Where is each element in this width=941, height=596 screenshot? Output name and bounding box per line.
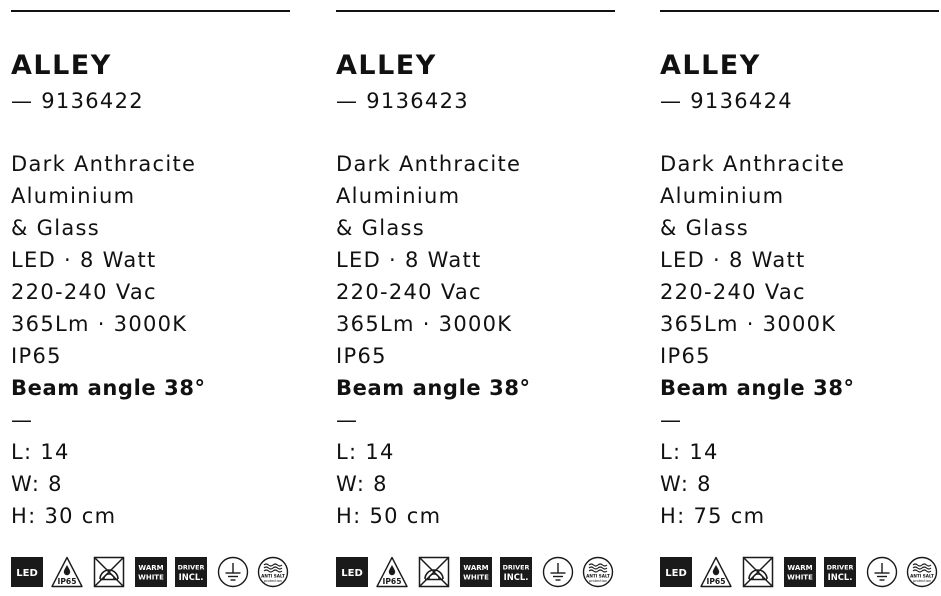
svg-text:protection: protection: [263, 579, 283, 583]
ip65-waterproof-icon: [51, 556, 83, 588]
anti-salt-protection-icon: [257, 556, 289, 588]
svg-text:DRIVER: DRIVER: [177, 563, 205, 572]
svg-text:INCL.: INCL.: [827, 572, 853, 582]
certification-icons: [336, 556, 626, 588]
led-icon: [336, 556, 368, 588]
svg-text:protection: protection: [588, 579, 608, 583]
spec-beam: Beam angle 38°: [336, 376, 531, 400]
svg-text:IP65: IP65: [57, 577, 77, 586]
anti-salt-protection-icon: [906, 556, 938, 588]
svg-text:WARM: WARM: [787, 564, 813, 572]
top-divider: [336, 10, 615, 12]
driver-included-icon: [500, 556, 532, 588]
product-code: — 9136423: [336, 89, 469, 113]
dim-length: L: 14: [11, 440, 70, 464]
svg-text:ANTI SALT: ANTI SALT: [261, 573, 285, 579]
spec-material-2: & Glass: [11, 216, 101, 240]
dim-width: W: 8: [11, 472, 63, 496]
spec-separator: —: [336, 408, 359, 432]
spec-material-2: & Glass: [336, 216, 426, 240]
top-divider: [11, 10, 290, 12]
spec-list: [660, 148, 855, 532]
ip65-waterproof-icon: [700, 556, 732, 588]
spec-ip: IP65: [336, 344, 387, 368]
spec-material: Aluminium: [336, 184, 461, 208]
earth-ground-icon: [866, 556, 898, 588]
spec-color: Dark Anthracite: [336, 152, 522, 176]
svg-text:WHITE: WHITE: [463, 573, 489, 582]
warm-white-icon: [784, 556, 816, 588]
svg-text:INCL.: INCL.: [178, 572, 204, 582]
no-cover-insulation-icon: [418, 556, 450, 588]
spec-voltage: 220-240 Vac: [336, 280, 482, 304]
spec-color: Dark Anthracite: [660, 152, 846, 176]
ip65-waterproof-icon: [376, 556, 408, 588]
svg-text:LED: LED: [665, 568, 687, 579]
svg-text:DRIVER: DRIVER: [502, 563, 530, 572]
spec-voltage: 220-240 Vac: [660, 280, 806, 304]
spec-beam: Beam angle 38°: [11, 376, 206, 400]
svg-text:IP65: IP65: [706, 577, 726, 586]
spec-lumen: 365Lm · 3000K: [336, 312, 513, 336]
product-column-2: [336, 0, 616, 596]
top-divider: [660, 10, 939, 12]
earth-ground-icon: [542, 556, 574, 588]
anti-salt-protection-icon: [582, 556, 614, 588]
dim-height: H: 30 cm: [11, 504, 117, 528]
certification-icons: [11, 556, 301, 588]
svg-text:INCL.: INCL.: [503, 572, 529, 582]
product-name: ALLEY: [11, 50, 112, 81]
no-cover-insulation-icon: [742, 556, 774, 588]
led-icon: [660, 556, 692, 588]
svg-text:WARM: WARM: [463, 564, 489, 572]
warm-white-icon: [460, 556, 492, 588]
warm-white-icon: [135, 556, 167, 588]
svg-text:WHITE: WHITE: [138, 573, 164, 582]
product-column-1: [11, 0, 291, 596]
no-cover-insulation-icon: [93, 556, 125, 588]
spec-color: Dark Anthracite: [11, 152, 197, 176]
spec-power: LED · 8 Watt: [660, 248, 806, 272]
svg-text:WHITE: WHITE: [787, 573, 813, 582]
spec-material-2: & Glass: [660, 216, 750, 240]
dim-height: H: 50 cm: [336, 504, 442, 528]
spec-list: [11, 148, 206, 532]
svg-text:LED: LED: [341, 568, 363, 579]
spec-beam: Beam angle 38°: [660, 376, 855, 400]
product-name: ALLEY: [660, 50, 761, 81]
earth-ground-icon: [217, 556, 249, 588]
product-code: — 9136424: [660, 89, 793, 113]
spec-power: LED · 8 Watt: [336, 248, 482, 272]
dim-width: W: 8: [336, 472, 388, 496]
led-icon: [11, 556, 43, 588]
driver-included-icon: [175, 556, 207, 588]
svg-text:protection: protection: [912, 579, 932, 583]
product-column-3: [660, 0, 940, 596]
dim-width: W: 8: [660, 472, 712, 496]
dim-height: H: 75 cm: [660, 504, 766, 528]
spec-material: Aluminium: [11, 184, 136, 208]
dim-length: L: 14: [660, 440, 719, 464]
product-code: — 9136422: [11, 89, 144, 113]
driver-included-icon: [824, 556, 856, 588]
svg-text:ANTI SALT: ANTI SALT: [586, 573, 610, 579]
spec-separator: —: [660, 408, 683, 432]
spec-power: LED · 8 Watt: [11, 248, 157, 272]
spec-ip: IP65: [660, 344, 711, 368]
dim-length: L: 14: [336, 440, 395, 464]
svg-text:ANTI SALT: ANTI SALT: [910, 573, 934, 579]
spec-list: [336, 148, 531, 532]
certification-icons: [660, 556, 941, 588]
spec-lumen: 365Lm · 3000K: [11, 312, 188, 336]
product-name: ALLEY: [336, 50, 437, 81]
svg-text:WARM: WARM: [138, 564, 164, 572]
svg-text:IP65: IP65: [382, 577, 402, 586]
spec-voltage: 220-240 Vac: [11, 280, 157, 304]
spec-material: Aluminium: [660, 184, 785, 208]
spec-ip: IP65: [11, 344, 62, 368]
spec-separator: —: [11, 408, 34, 432]
svg-text:LED: LED: [16, 568, 38, 579]
svg-text:DRIVER: DRIVER: [826, 563, 854, 572]
spec-lumen: 365Lm · 3000K: [660, 312, 837, 336]
